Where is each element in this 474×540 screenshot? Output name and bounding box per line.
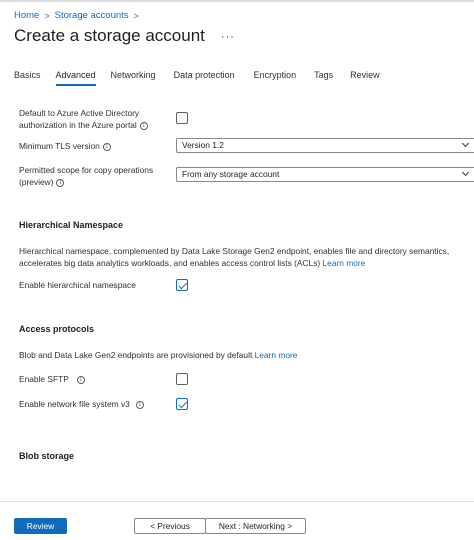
tab-review[interactable]: Review bbox=[350, 70, 380, 80]
tab-networking[interactable]: Networking bbox=[110, 70, 156, 80]
enable-hns-label: Enable hierarchical namespace bbox=[19, 280, 136, 290]
enable-sftp-checkbox[interactable] bbox=[176, 373, 188, 385]
enable-nfs-label: Enable network file system v3 i bbox=[19, 398, 144, 410]
page-title: Create a storage account bbox=[14, 26, 205, 45]
review-button[interactable]: Review bbox=[14, 518, 67, 534]
chevron-down-icon bbox=[462, 169, 469, 176]
access-protocols-description: Blob and Data Lake Gen2 endpoints are provisioned by default Learn more bbox=[19, 350, 298, 360]
info-icon[interactable]: i bbox=[56, 179, 64, 187]
tls-version-select[interactable]: Version 1.2 bbox=[176, 138, 474, 153]
copy-scope-label: Permitted scope for copy operations (preview) i bbox=[19, 165, 154, 187]
learn-more-link[interactable]: Learn more bbox=[254, 350, 298, 360]
blob-storage-heading: Blob storage bbox=[19, 451, 75, 461]
enable-hns-checkbox[interactable] bbox=[176, 279, 188, 291]
enable-nfs-checkbox[interactable] bbox=[176, 398, 188, 410]
info-icon[interactable]: i bbox=[77, 376, 85, 384]
tab-advanced[interactable]: Advanced bbox=[56, 70, 96, 86]
previous-button[interactable]: < Previous bbox=[134, 518, 206, 534]
tab-basics[interactable]: Basics bbox=[14, 70, 41, 80]
tab-encryption[interactable]: Encryption bbox=[253, 70, 297, 80]
more-options-icon[interactable]: ··· bbox=[220, 31, 235, 43]
breadcrumb-separator-icon: > bbox=[44, 10, 50, 21]
access-protocols-heading: Access protocols bbox=[19, 324, 95, 334]
enable-sftp-label: Enable SFTP i bbox=[19, 373, 85, 385]
copy-scope-select[interactable]: From any storage account bbox=[176, 167, 474, 182]
info-icon[interactable]: i bbox=[140, 122, 148, 130]
chevron-down-icon bbox=[462, 140, 469, 147]
breadcrumb bbox=[14, 10, 139, 21]
footer-divider bbox=[0, 501, 474, 502]
breadcrumb-home[interactable]: Home bbox=[14, 10, 40, 21]
info-icon[interactable]: i bbox=[103, 143, 111, 151]
tab-data-protection[interactable]: Data protection bbox=[173, 70, 235, 80]
tls-version-label: Minimum TLS version i bbox=[19, 140, 111, 152]
top-border bbox=[0, 0, 474, 2]
breadcrumb-separator-icon: > bbox=[133, 10, 139, 21]
next-networking-button[interactable]: Next : Networking > bbox=[205, 518, 306, 534]
breadcrumb-storage-accounts[interactable]: Storage accounts bbox=[54, 10, 129, 21]
hierarchical-namespace-heading: Hierarchical Namespace bbox=[19, 220, 124, 230]
aad-default-checkbox[interactable] bbox=[176, 112, 188, 124]
tab-bar bbox=[14, 70, 380, 86]
aad-default-label: Default to Azure Active Directory authorization in the Azure portal i bbox=[19, 107, 148, 131]
tab-tags[interactable]: Tags bbox=[314, 70, 334, 80]
learn-more-link[interactable]: Learn more bbox=[322, 258, 366, 268]
hierarchical-namespace-description: Hierarchical namespace, complemented by Data Lake Storage Gen2 endpoint, enables file and directory semantics, accelerates big data analytics workloads, and enables access control lists (ACLs) Learn more bbox=[19, 246, 450, 268]
title-row bbox=[14, 26, 235, 46]
info-icon[interactable]: i bbox=[136, 401, 144, 409]
